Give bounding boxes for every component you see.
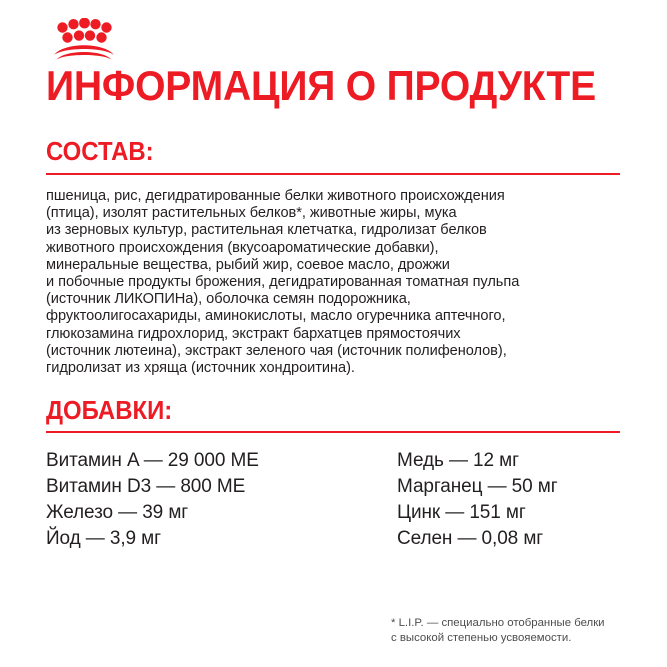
additive-item: Йод — 3,9 мг [46, 528, 161, 549]
composition-line: животного происхождения (вкусоароматические добавки), [46, 239, 439, 256]
footnote-line: * L.I.P. — специально отобранные белки [391, 617, 605, 629]
additives-table [46, 448, 646, 552]
additive-item: Марганец — 50 мг [397, 476, 558, 497]
additive-item: Селен — 0,08 мг [397, 528, 544, 549]
footnote [391, 616, 653, 646]
additive-item: Цинк — 151 мг [397, 502, 526, 523]
composition-line: фруктоолигосахариды, аминокислоты, масло огуречника аптечного, [46, 308, 506, 325]
composition-line: (птица), изолят растительных белков*, животные жиры, мука [46, 205, 457, 222]
additive-item: Медь — 12 мг [397, 450, 519, 471]
section-heading-additives: ДОБАВКИ: [46, 395, 173, 425]
composition-line: минеральные вещества, рыбий жир, соевое масло, дрожжи [46, 256, 450, 273]
composition-text [46, 188, 631, 377]
additive-item: Железо — 39 мг [46, 502, 189, 523]
section-heading-composition: СОСТАВ: [46, 136, 154, 166]
royal-canin-crown-icon [46, 18, 122, 60]
footnote-line: с высокой степенью усвояемости. [391, 632, 572, 644]
page-title: ИНФОРМАЦИЯ О ПРОДУКТЕ [46, 62, 596, 109]
composition-line: глюкозамина гидрохлорид, экстракт бархатцев прямостоячих [46, 325, 461, 342]
divider-additives [46, 431, 620, 433]
additive-item: Витамин D3 — 800 МЕ [46, 476, 246, 497]
composition-line: пшеница, рис, дегидратированные белки животного происхождения [46, 188, 505, 204]
composition-line: из зерновых культур, растительная клетчатка, гидролизат белков [46, 222, 487, 239]
composition-line: (источник ЛИКОПИНа), оболочка семян подорожника, [46, 291, 411, 308]
composition-line: (источник лютеина), экстракт зеленого чая (источник полифенолов), [46, 342, 507, 359]
additive-item: Витамин A — 29 000 МЕ [46, 450, 259, 471]
divider-composition [46, 173, 620, 175]
composition-line: и побочные продукты брожения, дегидратированная томатная пульпа [46, 274, 520, 291]
composition-line: гидролизат из хряща (источник хондроитина). [46, 360, 355, 377]
